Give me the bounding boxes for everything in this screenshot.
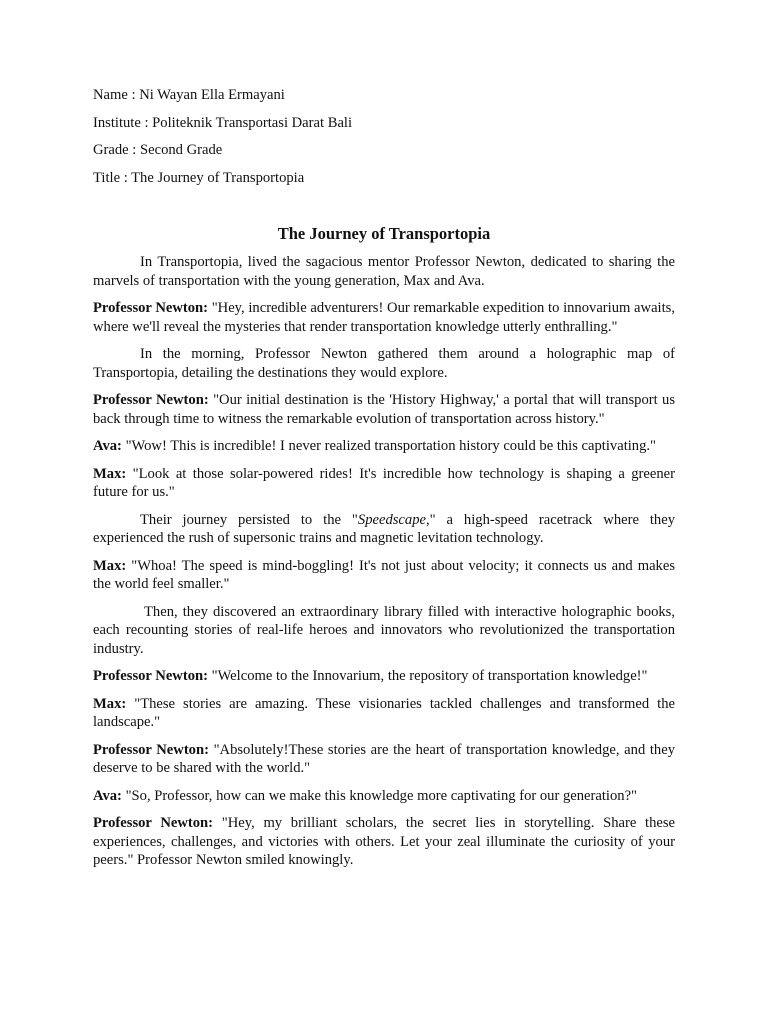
document-title: The Journey of Transportopia (277, 224, 491, 243)
dialogue-text: "Absolutely!These stories are the heart of transportation knowledge, and they deserve to be shared with the world." (93, 741, 675, 776)
dialogue-text: "Whoa! The speed is mind-boggling! It's not just about velocity; it connects us and makes the world feel smaller." (93, 557, 675, 592)
speaker-label: Ava: (93, 438, 122, 454)
meta-institute: Institute : Politeknik Transportasi Darat Bali (93, 114, 353, 131)
speaker-label: Professor Newton: (93, 668, 208, 684)
speaker-label: Max: (93, 695, 127, 712)
narration-paragraph: In the morning, Professor Newton gathered them around a holographic map of Transportopia, detailing the destinations they would explore. (93, 346, 675, 381)
italic-place-name: Speedscape (357, 511, 426, 528)
speaker-label: Professor Newton: (93, 741, 209, 758)
narration-text: ," a high-speed racetrack where they experienced the rush of supersonic trains and magnetic levitation technology. (93, 511, 675, 546)
speaker-label: Max: (93, 465, 127, 482)
dialogue-text: "Hey, my brilliant scholars, the secret lies in storytelling. Share these experiences, challenges, and victories with others. Let your zeal illuminate the curiosity of your peers." Professor Newton smiled knowingly. (93, 815, 676, 868)
dialogue-paragraph (93, 667, 675, 686)
meta-grade: Grade : Second Grade (93, 142, 223, 158)
narration-paragraph: In Transportopia, lived the sagacious mentor Professor Newton, dedicated to sharing the marvels of transportation with the young generation, Max and Ava. (93, 254, 675, 289)
dialogue-paragraph (93, 557, 675, 594)
meta-name: Name : Ni Wayan Ella Ermayani (93, 87, 285, 103)
dialogue-paragraph (93, 465, 675, 502)
dialogue-paragraph (93, 787, 675, 806)
dialogue-paragraph (93, 814, 675, 870)
speaker-label: Professor Newton: (93, 815, 214, 831)
dialogue-text: "Look at those solar-powered rides! It's incredible how technology is shaping a greener future for us." (93, 465, 675, 500)
dialogue-text: "Our initial destination is the 'History Highway,' a portal that will transport us back through time to witness the remarkable evolution of transportation across history." (93, 392, 676, 427)
document-page (93, 86, 675, 879)
meta-title: Title : The Journey of Transportopia (93, 169, 305, 186)
dialogue-paragraph (93, 437, 675, 456)
dialogue-text: "These stories are amazing. These visionaries tackled challenges and transformed the landscape." (93, 695, 675, 730)
dialogue-paragraph (93, 695, 675, 732)
speaker-label: Professor Newton: (93, 392, 209, 408)
dialogue-paragraph (93, 741, 675, 778)
dialogue-paragraph (93, 299, 675, 336)
narration-text: Their journey persisted to the " (140, 511, 358, 528)
dialogue-text: "So, Professor, how can we make this knowledge more captivating for our generation?" (121, 787, 637, 804)
dialogue-text: "Welcome to the Innovarium, the repository of transportation knowledge!" (207, 668, 648, 684)
dialogue-paragraph (93, 391, 675, 428)
dialogue-text: "Hey, incredible adventurers! Our remarkable expedition to innovarium awaits, where we'll reveal the mysteries that render transportation knowledge utterly enthralling." (93, 300, 675, 335)
speaker-label: Max: (93, 557, 127, 574)
speaker-label: Professor Newton: (93, 300, 209, 316)
narration-paragraph: Then, they discovered an extraordinary library filled with interactive holographic books, each recounting stories of real-life heroes and innovators who revolutionized the transportation industry. (93, 603, 675, 657)
dialogue-text: "Wow! This is incredible! I never realized transportation history could be this captivating." (121, 438, 656, 454)
speaker-label: Ava: (93, 787, 122, 804)
narration-paragraph (93, 511, 675, 548)
